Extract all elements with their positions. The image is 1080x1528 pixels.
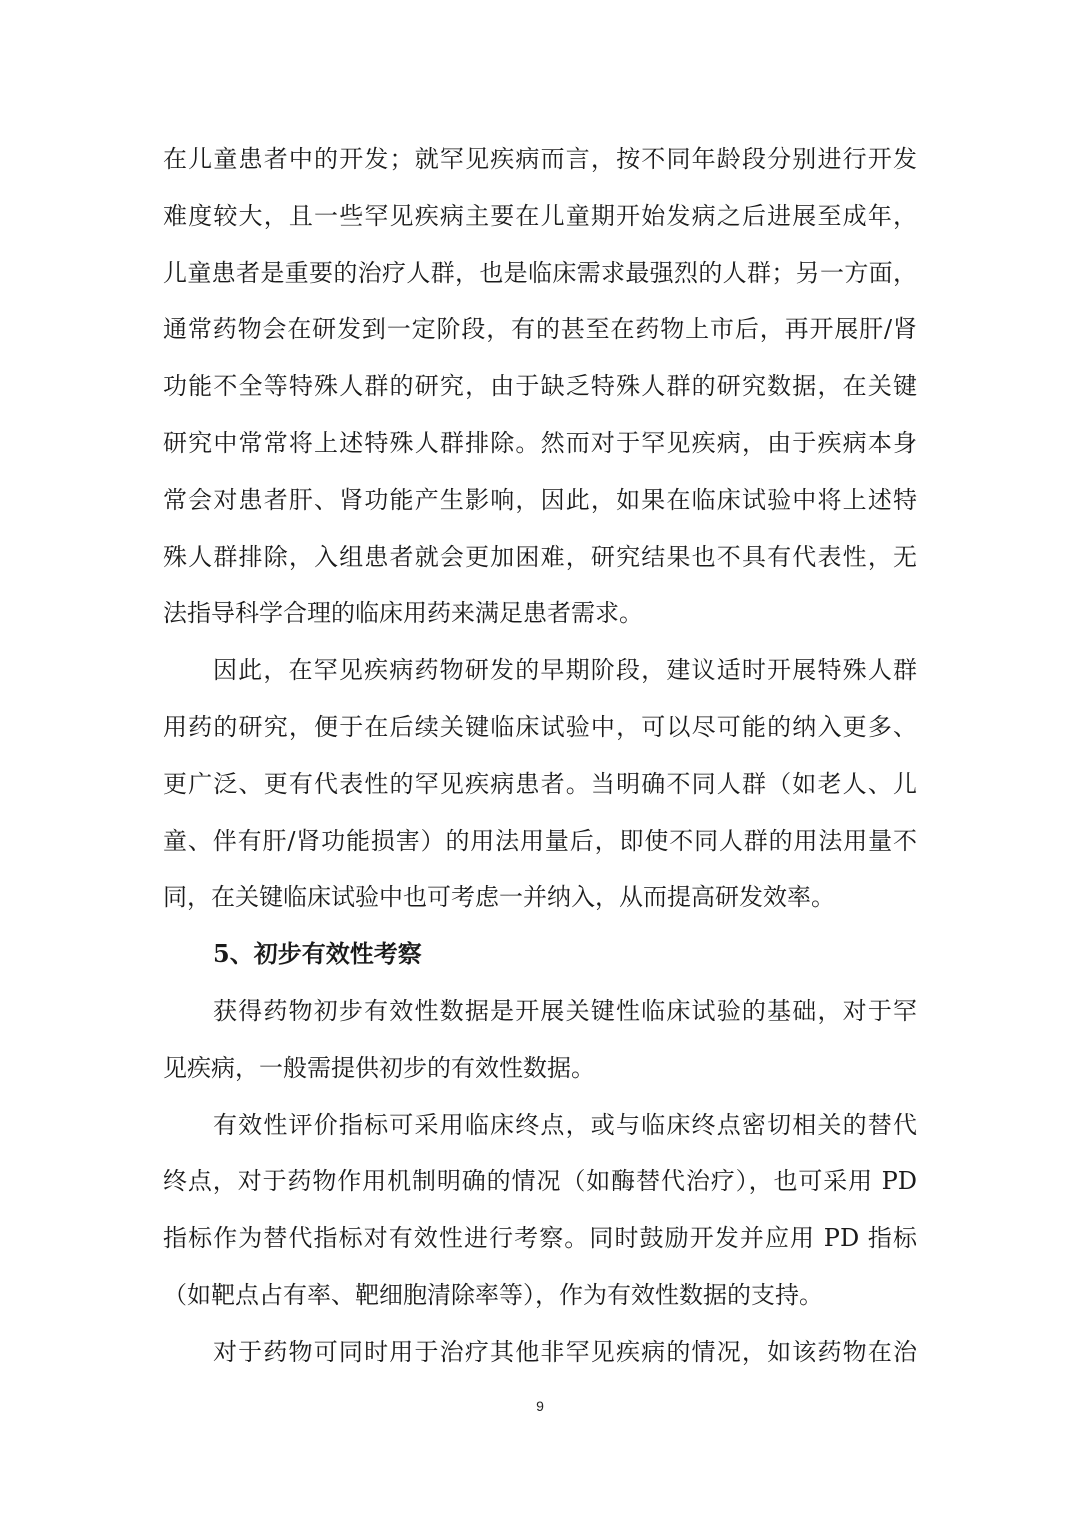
section-heading: 5、初步有效性考察	[213, 939, 422, 969]
text-line: 同，在关键临床试验中也可考虑一并纳入，从而提高研发效率。	[163, 883, 835, 912]
text-line: 指标作为替代指标对有效性进行考察。同时鼓励开发并应用 PD 指标	[163, 1224, 917, 1253]
text-line: 研究中常常将上述特殊人群排除。然而对于罕见疾病，由于疾病本身	[163, 428, 917, 457]
text-line: 有效性评价指标可采用临床终点，或与临床终点密切相关的替代	[213, 1110, 917, 1139]
text-line: 在儿童患者中的开发；就罕见疾病而言，按不同年龄段分别进行开发	[163, 145, 917, 173]
text-line: （如靶点占有率、靶细胞清除率等），作为有效性数据的支持。	[163, 1280, 823, 1309]
page-number: 9	[536, 1398, 544, 1414]
text-line: 终点，对于药物作用机制明确的情况（如酶替代治疗），也可采用 PD	[163, 1167, 917, 1196]
text-line: 难度较大，且一些罕见疾病主要在儿童期开始发病之后进展至成年，	[163, 201, 917, 230]
text-line: 更广泛、更有代表性的罕见疾病患者。当明确不同人群（如老人、儿	[163, 769, 917, 798]
text-line: 功能不全等特殊人群的研究，由于缺乏特殊人群的研究数据，在关键	[163, 372, 917, 401]
text-line: 童、伴有肝/肾功能损害）的用法用量后，即使不同人群的用法用量不	[163, 826, 917, 855]
text-line: 殊人群排除，入组患者就会更加困难，研究结果也不具有代表性，无	[163, 542, 917, 571]
text-line: 儿童患者是重要的治疗人群，也是临床需求最强烈的人群；另一方面，	[163, 258, 917, 287]
text-line: 获得药物初步有效性数据是开展关键性临床试验的基础，对于罕	[213, 996, 917, 1025]
document-body	[163, 131, 917, 1381]
text-line: 常会对患者肝、肾功能产生影响，因此，如果在临床试验中将上述特	[163, 485, 917, 514]
text-line: 通常药物会在研发到一定阶段，有的甚至在药物上市后，再开展肝/肾	[163, 315, 917, 344]
text-line: 用药的研究，便于在后续关键临床试验中，可以尽可能的纳入更多、	[163, 712, 917, 741]
text-line: 对于药物可同时用于治疗其他非罕见疾病的情况，如该药物在治	[213, 1337, 917, 1366]
text-line: 因此，在罕见疾病药物研发的早期阶段，建议适时开展特殊人群	[213, 656, 917, 685]
text-line: 见疾病，一般需提供初步的有效性数据。	[163, 1053, 595, 1082]
text-line: 法指导科学合理的临床用药来满足患者需求。	[163, 599, 643, 628]
